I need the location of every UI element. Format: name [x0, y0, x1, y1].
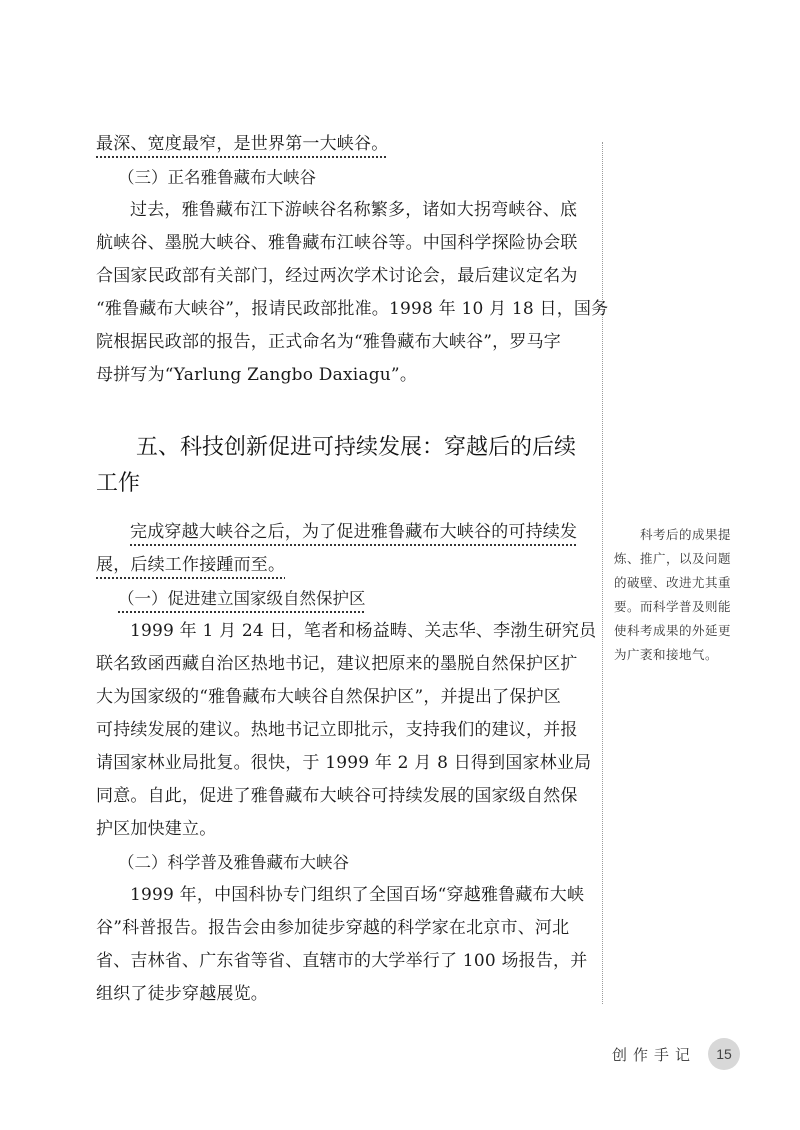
side-note-line: 要。而科学普及则能 — [614, 599, 732, 614]
side-note-line: 炼、推广，以及问题 — [614, 551, 732, 566]
text-line: 1999 年，中国科协专门组织了全国百场“穿越雅鲁藏布大峡 — [130, 885, 585, 905]
text-line: 1999 年 1 月 24 日，笔者和杨益畴、关志华、李渤生研究员 — [130, 621, 597, 641]
margin-divider — [602, 142, 603, 1004]
text-line: 谷”科普报告。报告会由参加徒步穿越的科学家在北京市、河北 — [96, 918, 570, 938]
page-number: 15 — [708, 1038, 740, 1070]
text-line: 合国家民政部有关部门，经过两次学术讨论会，最后建议定名为 — [96, 266, 578, 286]
text-line: “雅鲁藏布大峡谷”，报请民政部批准。1998 年 10 月 18 日，国务 — [96, 299, 609, 319]
subheading-3: （三）正名雅鲁藏布大峡谷 — [118, 168, 316, 187]
text-line: 联名致函西藏自治区热地书记，建议把原来的墨脱自然保护区扩 — [96, 654, 578, 674]
side-note — [614, 523, 764, 667]
paragraph-follow-up — [96, 516, 580, 582]
text-line: 护区加快建立。 — [96, 819, 217, 839]
section-title-line: 五、科技创新促进可持续发展：穿越后的后续 — [136, 435, 577, 460]
text-line: 组织了徒步穿越展览。 — [96, 984, 268, 1004]
paragraph-naming — [96, 194, 609, 392]
paragraph-science-popularization — [96, 879, 588, 1011]
section-title — [96, 430, 580, 502]
running-footer-label: 创作手记 — [612, 1045, 697, 1064]
page-footer — [612, 1037, 740, 1071]
text-line: 母拼写为“Yarlung Zangbo Daxiagu”。 — [96, 365, 418, 385]
text-line: 请国家林业局批复。很快，于 1999 年 2 月 8 日得到国家林业局 — [96, 753, 592, 773]
text-line: 完成穿越大峡谷之后，为了促进雅鲁藏布大峡谷的可持续发 — [130, 522, 578, 542]
paragraph-nature-reserve — [96, 615, 597, 846]
text-line: 院根据民政部的报告，正式命名为“雅鲁藏布大峡谷”，罗马字 — [96, 332, 561, 352]
text-line: 大为国家级的“雅鲁藏布大峡谷自然保护区”，并提出了保护区 — [96, 687, 561, 707]
subheading-2: （二）科学普及雅鲁藏布大峡谷 — [118, 853, 349, 872]
paragraph-continued: 最深、宽度最窄，是世界第一大峡谷。 — [96, 134, 389, 154]
text-line: 可持续发展的建议。热地书记立即批示，支持我们的建议，并报 — [96, 720, 578, 740]
main-text-column — [96, 128, 609, 1011]
side-note-line: 的破壁、改进尤其重 — [614, 575, 732, 590]
side-note-line: 科考后的成果提 — [640, 527, 732, 542]
text-line: 过去，雅鲁藏布江下游峡谷名称繁多，诸如大拐弯峡谷、底 — [130, 200, 578, 220]
side-note-line: 使科考成果的外延更 — [614, 623, 732, 638]
section-title-line: 工作 — [96, 471, 141, 496]
text-line: 省、吉林省、广东省等省、直辖市的大学举行了 100 场报告，并 — [96, 951, 588, 971]
text-line: 航峡谷、墨脱大峡谷、雅鲁藏布江峡谷等。中国科学探险协会联 — [96, 233, 578, 253]
subheading-1: （一）促进建立国家级自然保护区 — [118, 589, 366, 608]
text-line: 展，后续工作接踵而至。 — [96, 555, 286, 575]
side-note-line: 为广袤和接地气。 — [614, 647, 719, 662]
text-line: 同意。自此，促进了雅鲁藏布大峡谷可持续发展的国家级自然保 — [96, 786, 578, 806]
